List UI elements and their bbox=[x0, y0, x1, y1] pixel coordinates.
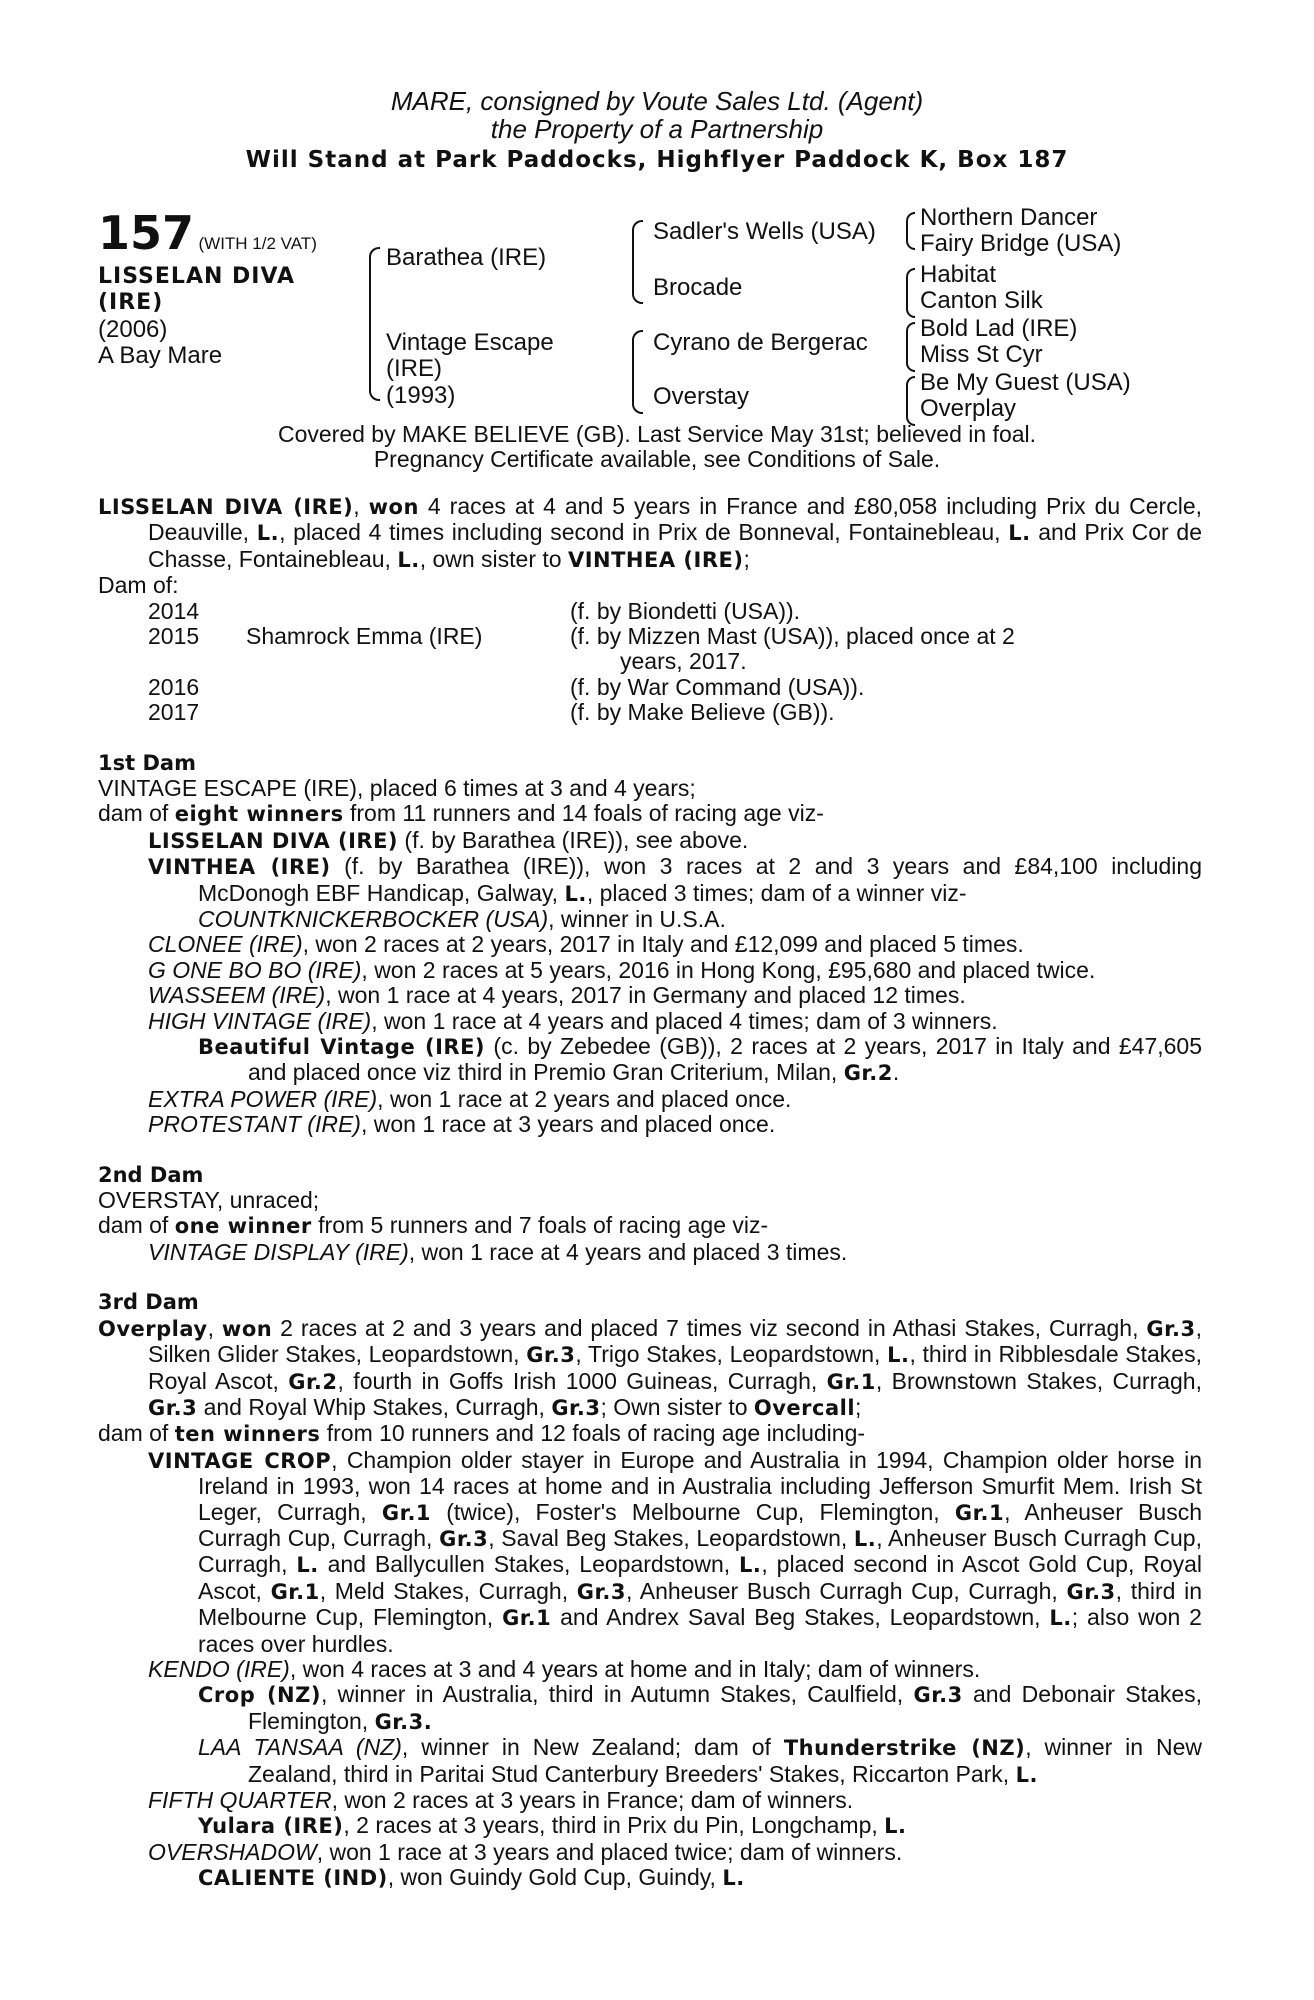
produce-text: , won 2 races at 3 years in France; dam of winners. bbox=[331, 1787, 854, 1814]
pedigree-sss: Northern Dancer bbox=[920, 204, 1098, 231]
progeny-year: 2017 bbox=[148, 699, 200, 726]
group-mark: Gr.3 bbox=[551, 1395, 601, 1420]
produce-name: KENDO (IRE) bbox=[148, 1655, 290, 1682]
pregnancy-note: Pregnancy Certificate available, see Conditions of Sale. bbox=[373, 446, 941, 472]
text: , third in Ribblesdale Stakes, Royal Ascot, bbox=[148, 1341, 1202, 1394]
property-line: the Property of a Partnership bbox=[490, 114, 824, 144]
group-mark: Gr.1 bbox=[502, 1606, 552, 1631]
produce-text: , won 1 race at 3 years and placed once. bbox=[360, 1111, 776, 1138]
produce-text: , won 1 race at 2 years and placed once. bbox=[377, 1085, 792, 1112]
produce-text: , won 1 race at 3 years and placed twice; dam of winners. bbox=[316, 1838, 903, 1865]
pedigree-brace-ss bbox=[906, 212, 915, 250]
dam-name: Overplay bbox=[98, 1316, 208, 1341]
progeny-row bbox=[98, 624, 1202, 649]
text: ; Own sister to bbox=[600, 1393, 754, 1420]
produce-entry bbox=[98, 983, 1202, 1008]
produce-entry bbox=[98, 1788, 1202, 1813]
pedigree-dss: Bold Lad (IRE) bbox=[920, 315, 1078, 342]
progeny-info: (f. by Make Believe (GB)). bbox=[570, 699, 835, 726]
first-dam-heading: 1st Dam bbox=[98, 750, 196, 775]
group-mark: Gr.3. bbox=[374, 1709, 433, 1734]
sister-name: Overcall bbox=[753, 1395, 856, 1420]
group-mark: Gr.3 bbox=[526, 1343, 576, 1368]
pedigree-dd: Overstay bbox=[653, 383, 750, 410]
record-text-3: and Prix Cor de Chasse, Fontainebleau, bbox=[148, 519, 1202, 572]
pedigree-ds: Cyrano de Bergerac bbox=[653, 329, 868, 356]
sister-name: VINTHEA (IRE) bbox=[567, 547, 744, 572]
text: ; also won 2 races over hurdles. bbox=[198, 1604, 1202, 1657]
record-text-4: , own sister to bbox=[419, 545, 568, 572]
produce-text: , won 1 race at 4 years and placed 3 times. bbox=[408, 1238, 848, 1265]
listed-mark: L. bbox=[887, 1343, 910, 1368]
produce-entry bbox=[98, 1448, 1202, 1657]
record-text-1: 4 races at 4 and 5 years in France and £80,058 including Prix du Cercle, Deauville, bbox=[148, 493, 1203, 546]
produce-name: HIGH VINTAGE (IRE) bbox=[148, 1007, 372, 1034]
text: , third in Melbourne Cup, Flemington, bbox=[198, 1577, 1202, 1631]
produce-entry bbox=[98, 828, 1202, 854]
text: , placed second in Ascot Gold Cup, Royal Ascot, bbox=[198, 1551, 1203, 1604]
produce-text: , winner in U.S.A. bbox=[548, 906, 726, 933]
progeny-year: 2016 bbox=[148, 673, 200, 700]
produce-name: CLONEE (IRE) bbox=[148, 931, 303, 958]
produce-name: Yulara (IRE) bbox=[198, 1814, 344, 1839]
listed-mark: L. bbox=[739, 1553, 762, 1578]
group-mark: Gr.1 bbox=[270, 1579, 320, 1604]
text: , winner in New Zealand; dam of bbox=[401, 1734, 784, 1761]
text: 2 races at 2 and 3 years and placed 7 times viz second in Athasi Stakes, Curragh, bbox=[272, 1314, 1147, 1341]
produce-text: , placed 3 times; dam of a winner viz- bbox=[586, 879, 967, 906]
listed-mark: L. bbox=[1049, 1606, 1072, 1631]
group-mark: Gr.1 bbox=[954, 1500, 1005, 1525]
produce-text: , won 1 race at 4 years and placed 4 times; dam of 3 winners. bbox=[371, 1007, 998, 1034]
pedigree-brace-gen1 bbox=[369, 247, 380, 401]
listed-mark: L. bbox=[1008, 521, 1031, 546]
produce-name: CALIENTE (IND) bbox=[198, 1866, 388, 1891]
pedigree-brace-sd bbox=[906, 268, 915, 318]
progeny-year: 2015 bbox=[148, 623, 200, 650]
pedigree-brace-ds bbox=[906, 322, 915, 372]
group-mark: Gr.3 bbox=[439, 1526, 489, 1551]
text: , Silken Glider Stakes, Leopardstown, bbox=[148, 1314, 1202, 1368]
won-label: won bbox=[221, 1316, 273, 1341]
listed-mark: L. bbox=[397, 547, 420, 572]
text: dam of bbox=[98, 1420, 175, 1447]
lot-name-bold: LISSELAN DIVA (IRE) bbox=[98, 495, 354, 519]
dam-of-label: Dam of: bbox=[98, 572, 179, 599]
horse-description: A Bay Mare bbox=[98, 342, 223, 369]
progeny-row bbox=[98, 599, 1202, 624]
foaling-year: (2006) bbox=[98, 316, 168, 343]
text: dam of bbox=[98, 800, 175, 827]
produce-entry bbox=[98, 958, 1202, 983]
text: and Andrex Saval Beg Stakes, Leopardstown, bbox=[551, 1604, 1050, 1631]
third-dam-record: Overplay, won 2 races at 2 and 3 years and placed 7 times viz second in Athasi Stakes, Curragh, Gr.3, Silken Glider Stakes, Leopardstown, Gr.3, Trigo Stakes, Leopardstown, L., third in Ribblesdale Stakes, Royal Ascot, Gr.2, fourth in Goffs Irish 1000 Guineas, Curragh, Gr.1, Brownstown Stakes, Curragh, Gr.3 and Royal Whip Stakes, Curragh, Gr.3; Own sister to Overcall; bbox=[98, 1314, 1202, 1420]
pedigree-dam-l2: (IRE) bbox=[386, 355, 442, 382]
listed-mark: L. bbox=[722, 1866, 745, 1891]
produce-name: OVERSHADOW bbox=[148, 1838, 317, 1865]
text: , fourth in Goffs Irish 1000 Guineas, Curragh, bbox=[337, 1367, 827, 1394]
listed-mark: L. bbox=[1015, 1762, 1038, 1787]
pedigree-ddd: Overplay bbox=[920, 395, 1017, 422]
text: from 10 runners and 12 foals of racing age including- bbox=[320, 1420, 866, 1447]
produce-entry bbox=[98, 1865, 1202, 1891]
produce-name: COUNTKNICKERBOCKER (USA) bbox=[198, 906, 549, 933]
produce-name: Beautiful Vintage (IRE) bbox=[198, 1035, 486, 1060]
text: , winner in Australia, third in Autumn Stakes, Caulfield, bbox=[320, 1681, 914, 1708]
produce-name: EXTRA POWER (IRE) bbox=[148, 1085, 378, 1112]
pedigree-brace-dd bbox=[906, 376, 915, 426]
produce-entry bbox=[98, 1240, 1202, 1265]
group-mark: Gr.1 bbox=[381, 1500, 432, 1525]
produce-name: VINTAGE DISPLAY (IRE) bbox=[148, 1238, 409, 1265]
produce-text: (f. by Barathea (IRE)), see above. bbox=[398, 826, 749, 853]
third-dam-produce bbox=[98, 1421, 1202, 1447]
progeny-info: (f. by War Command (USA)). bbox=[570, 673, 865, 700]
pedigree-sd: Brocade bbox=[653, 274, 743, 301]
progeny-info: (f. by Biondetti (USA)). bbox=[570, 597, 801, 624]
progeny-row-cont bbox=[98, 649, 1202, 674]
produce-entry bbox=[98, 932, 1202, 957]
produce-text: . bbox=[892, 1059, 900, 1086]
progeny-name: Shamrock Emma (IRE) bbox=[246, 623, 483, 650]
progeny-year: 2014 bbox=[148, 597, 200, 624]
text: and Ballycullen Stakes, Leopardstown, bbox=[318, 1551, 740, 1578]
produce-entry bbox=[98, 1840, 1202, 1865]
group-mark: Gr.2 bbox=[843, 1061, 893, 1086]
lot-number: 157 bbox=[98, 206, 195, 260]
group-mark: Gr.3 bbox=[913, 1683, 963, 1708]
text: ; bbox=[855, 1393, 862, 1420]
produce-name: LAA TANSAA (NZ) bbox=[198, 1734, 402, 1761]
produce-text: , won 4 races at 3 and 4 years at home and in Italy; dam of winners. bbox=[289, 1655, 981, 1682]
text: , Champion older stayer in Europe and Australia in 1994, Champion older horse in Ireland in 1993, won 14 races at home and in Australia including Jefferson Smurfit Mem. Irish St Leger, Curragh, bbox=[198, 1446, 1202, 1525]
winners-count: eight winners bbox=[174, 802, 344, 827]
produce-entry bbox=[98, 1813, 1202, 1839]
text: , winner in New Zealand, third in Paritai Stud Canterbury Breeders' Stakes, Riccarton Park, bbox=[248, 1734, 1203, 1787]
produce-text: , 2 races at 3 years, third in Prix du Pin, Longchamp, bbox=[343, 1812, 885, 1839]
vat-note: (WITH 1/2 VAT) bbox=[198, 234, 317, 253]
text: , Trigo Stakes, Leopardstown, bbox=[575, 1341, 888, 1368]
horse-name-line1: LISSELAN DIVA bbox=[98, 264, 296, 289]
progeny-row bbox=[98, 675, 1202, 700]
text: dam of bbox=[98, 1212, 175, 1239]
text: and Royal Whip Stakes, Curragh, bbox=[197, 1393, 552, 1420]
pedigree-sds: Habitat bbox=[920, 261, 997, 288]
listed-mark: L. bbox=[296, 1553, 319, 1578]
second-dam-heading: 2nd Dam bbox=[98, 1162, 204, 1187]
text: , Anheuser Busch Curragh Cup, Curragh, bbox=[198, 1498, 1202, 1551]
group-mark: Gr.3 bbox=[148, 1395, 198, 1420]
produce-text: (f. by Barathea (IRE)), won 3 races at 2 and 3 years and £84,100 including McDonogh EBF Handicap, Galway, bbox=[198, 853, 1202, 906]
produce-text: , won 2 races at 2 years, 2017 in Italy and £12,099 and placed 5 times. bbox=[302, 931, 1024, 958]
produce-entry bbox=[98, 907, 1202, 932]
record-text-2: , placed 4 times including second in Prix de Bonneval, Fontainebleau, bbox=[279, 519, 1009, 546]
pedigree-dds: Be My Guest (USA) bbox=[920, 369, 1131, 396]
produce-name: PROTESTANT (IRE) bbox=[148, 1111, 361, 1138]
pedigree-brace-dam bbox=[632, 330, 643, 414]
produce-entry bbox=[98, 1682, 1202, 1735]
group-mark: Gr.2 bbox=[288, 1369, 338, 1394]
produce-text: (c. by Zebedee (GB)), 2 races at 2 years, 2017 in Italy and £47,605 and placed once viz third in Premio Gran Criterium, Milan, bbox=[248, 1033, 1202, 1086]
text: , Saval Beg Stakes, Leopardstown, bbox=[488, 1524, 854, 1551]
text: and Debonair Stakes, Flemington, bbox=[248, 1681, 1203, 1734]
horse-name-line2: (IRE) bbox=[98, 290, 164, 315]
produce-entry bbox=[98, 1657, 1202, 1682]
second-dam-line: OVERSTAY, unraced; bbox=[98, 1187, 320, 1214]
produce-entry bbox=[98, 1112, 1202, 1137]
text: , Brownstown Stakes, Curragh, bbox=[875, 1367, 1202, 1394]
lot-number-block bbox=[98, 206, 317, 260]
pedigree-sdd: Canton Silk bbox=[920, 287, 1043, 314]
produce-entry bbox=[98, 854, 1202, 907]
produce-name: VINTHEA (IRE) bbox=[148, 855, 331, 880]
text: , Anheuser Busch Curragh Cup, Curragh, bbox=[625, 1577, 1067, 1604]
progeny-row bbox=[98, 700, 1202, 725]
group-mark: Gr.3 bbox=[1146, 1316, 1196, 1341]
produce-entry bbox=[98, 1087, 1202, 1112]
group-mark: Gr.1 bbox=[826, 1369, 876, 1394]
lot-race-record: LISSELAN DIVA (IRE), won 4 races at 4 and 5 years in France and £80,058 including Prix du Cercle, Deauville, L., placed 4 times including second in Prix de Bonneval, Fontainebleau, L. and Prix Cor de Chasse, Fontainebleau, L., own sister to VINTHEA (IRE); bbox=[98, 493, 1203, 572]
text: , Anheuser Busch Curragh Cup, Curragh, bbox=[198, 1524, 1202, 1578]
produce-name: Crop (NZ) bbox=[198, 1683, 321, 1708]
listed-mark: L. bbox=[853, 1526, 877, 1551]
listed-mark: L. bbox=[256, 521, 280, 546]
produce-text: , won 1 race at 4 years, 2017 in Germany and placed 12 times. bbox=[325, 982, 966, 1009]
produce-name: LISSELAN DIVA (IRE) bbox=[148, 828, 399, 853]
produce-name: Thunderstrike (NZ) bbox=[783, 1736, 1026, 1761]
first-dam-line: VINTAGE ESCAPE (IRE), placed 6 times at 3 and 4 years; bbox=[98, 774, 696, 801]
progeny-info-cont: years, 2017. bbox=[620, 648, 747, 675]
produce-name: FIFTH QUARTER bbox=[148, 1787, 332, 1814]
won-label: won bbox=[368, 495, 419, 519]
group-mark: Gr.3 bbox=[576, 1579, 626, 1604]
covered-note: Covered by MAKE BELIEVE (GB). Last Service May 31st; believed in foal. bbox=[277, 421, 1037, 447]
first-dam-produce bbox=[98, 801, 1202, 827]
pedigree-ssd: Fairy Bridge (USA) bbox=[920, 230, 1122, 257]
produce-name: VINTAGE CROP bbox=[148, 1448, 332, 1473]
produce-text: , won 2 races at 5 years, 2016 in Hong Kong, £95,680 and placed twice. bbox=[361, 956, 1096, 983]
consignor-line: MARE, consigned by Voute Sales Ltd. (Agent) bbox=[390, 86, 924, 116]
produce-entry bbox=[98, 1034, 1202, 1087]
produce-name: WASSEEM (IRE) bbox=[148, 982, 326, 1009]
catalogue-body bbox=[98, 494, 1202, 1892]
pedigree-dam-l1: Vintage Escape bbox=[386, 329, 554, 356]
produce-text: , won Guindy Gold Cup, Guindy, bbox=[387, 1864, 723, 1891]
text: (twice), Foster's Melbourne Cup, Flemington, bbox=[431, 1498, 955, 1525]
produce-name: G ONE BO BO (IRE) bbox=[148, 956, 362, 983]
winners-count: one winner bbox=[174, 1214, 312, 1239]
listed-mark: L. bbox=[564, 881, 587, 906]
record-semicolon: ; bbox=[743, 545, 750, 572]
pedigree-dsd: Miss St Cyr bbox=[920, 341, 1043, 368]
pedigree-brace-sire bbox=[632, 220, 643, 304]
third-dam-heading: 3rd Dam bbox=[98, 1290, 199, 1315]
pedigree-ss: Sadler's Wells (USA) bbox=[653, 218, 876, 245]
text: , Meld Stakes, Curragh, bbox=[319, 1577, 577, 1604]
group-mark: Gr.3 bbox=[1066, 1579, 1116, 1604]
progeny-info: (f. by Mizzen Mast (USA)), placed once at 2 bbox=[570, 623, 1015, 650]
produce-entry bbox=[98, 1735, 1202, 1788]
listed-mark: L. bbox=[884, 1814, 907, 1839]
pedigree-dam-l3: (1993) bbox=[386, 382, 456, 409]
stabling-line: Will Stand at Park Paddocks, Highflyer Paddock K, Box 187 bbox=[245, 147, 1069, 173]
text: from 5 runners and 7 foals of racing age viz- bbox=[311, 1212, 769, 1239]
text: from 11 runners and 14 foals of racing age viz- bbox=[343, 800, 824, 827]
winners-count: ten winners bbox=[174, 1422, 321, 1447]
produce-entry bbox=[98, 1009, 1202, 1034]
pedigree-sire: Barathea (IRE) bbox=[386, 244, 547, 271]
second-dam-produce bbox=[98, 1213, 1202, 1239]
